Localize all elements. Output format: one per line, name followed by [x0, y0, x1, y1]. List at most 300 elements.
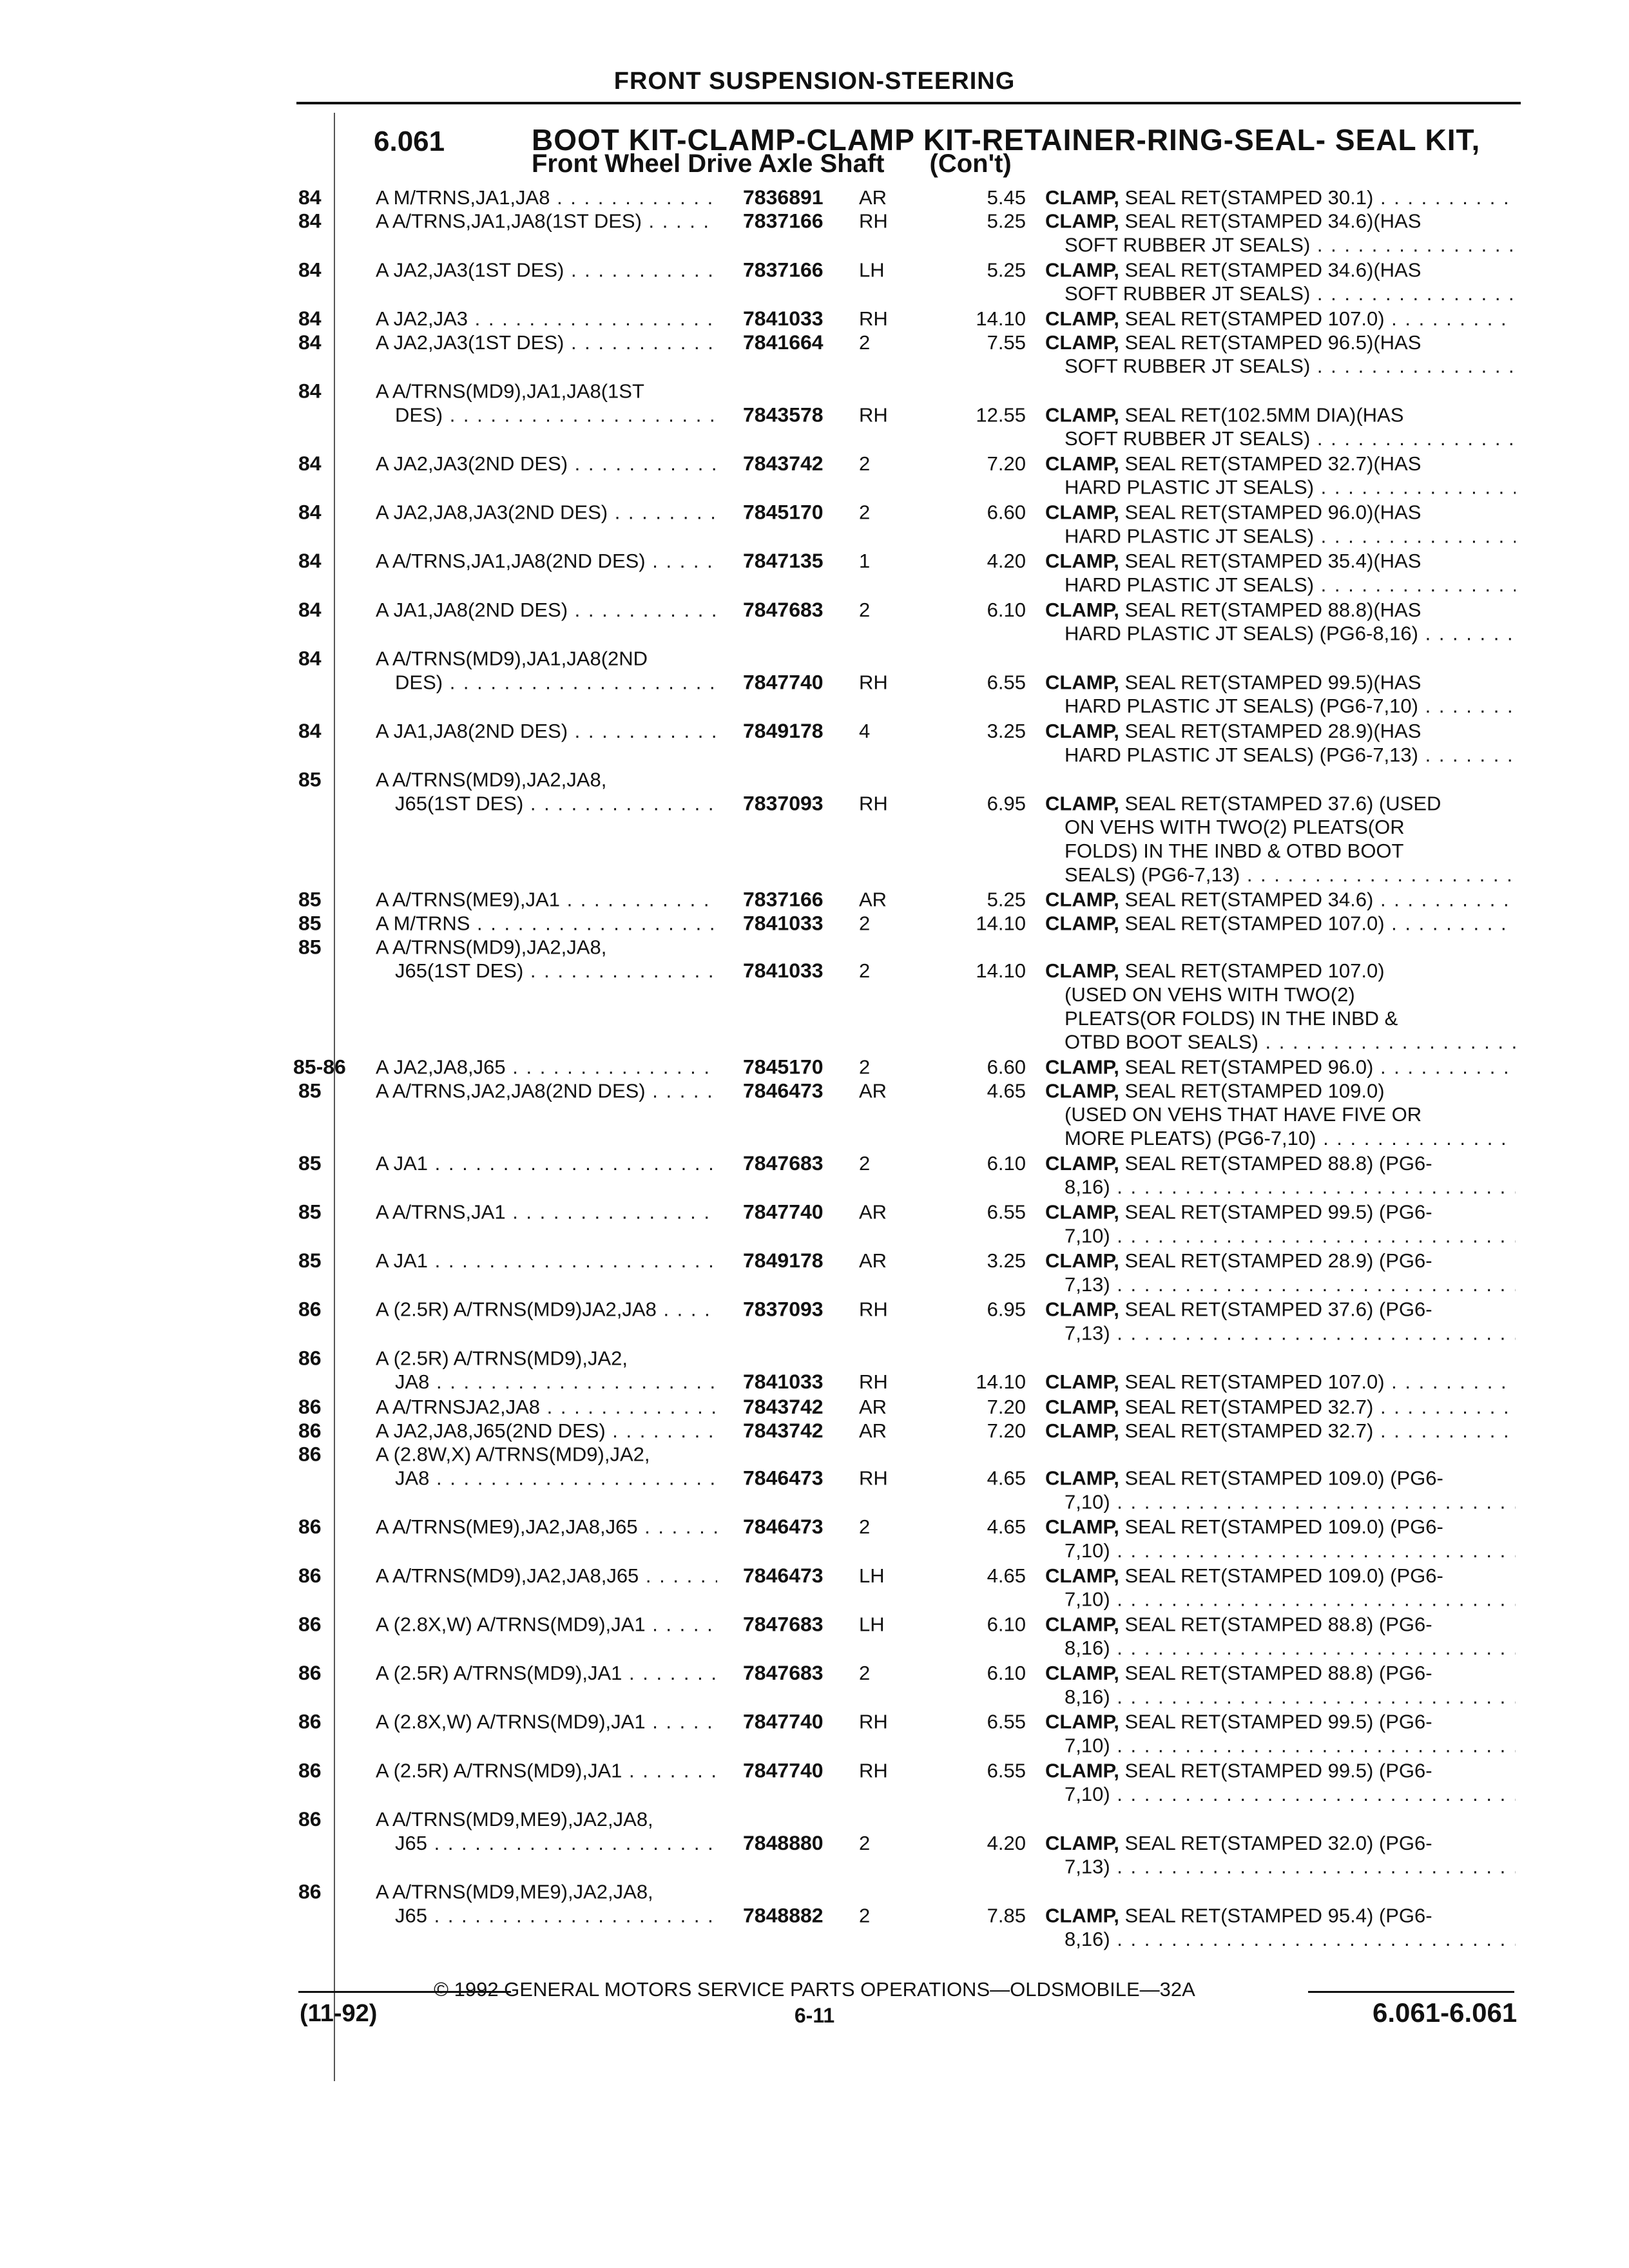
- part-number: 7837093: [743, 791, 824, 815]
- model-year: 86: [298, 1661, 322, 1685]
- usage-description-line: A (2.5R) A/TRNS(MD9),JA1 . . .: [376, 1661, 717, 1685]
- usage-description: [376, 1249, 717, 1273]
- usage-description: [376, 1443, 717, 1490]
- usage-description-line: J65 . . .: [376, 1903, 717, 1927]
- table-row: [0, 597, 1629, 645]
- price: 5.25: [987, 209, 1026, 233]
- part-description-line: HARD PLASTIC JT SEALS) . . .: [1045, 573, 1516, 597]
- model-year: 85: [298, 887, 322, 911]
- quantity: AR: [859, 1200, 887, 1224]
- part-description-line: CLAMP, SEAL RET(STAMPED 107.0) . . .: [1045, 307, 1516, 331]
- usage-description-line: A JA2,JA3(2ND DES) . . .: [376, 452, 717, 476]
- model-year: 84: [298, 452, 322, 475]
- model-year: 84: [298, 500, 322, 524]
- price: 6.10: [987, 598, 1026, 621]
- usage-description: [376, 1613, 717, 1637]
- part-description: [1045, 959, 1516, 1053]
- part-description: [1045, 331, 1516, 378]
- part-description: [1045, 670, 1516, 718]
- part-description-line: CLAMP, SEAL RET(STAMPED 32.7) . . .: [1045, 1419, 1516, 1443]
- part-number: 7843742: [743, 1395, 824, 1418]
- usage-description-line: A JA1,JA8(2ND DES) . . .: [376, 598, 717, 622]
- table-row: [0, 258, 1629, 305]
- part-description-line: CLAMP, SEAL RET(STAMPED 99.5)(HAS: [1045, 671, 1422, 694]
- quantity: LH: [859, 258, 885, 282]
- part-description-line: CLAMP, SEAL RET(STAMPED 28.9) (PG6-: [1045, 1249, 1432, 1273]
- price: 5.45: [987, 186, 1026, 209]
- part-description-line: CLAMP, SEAL RET(STAMPED 99.5) (PG6-: [1045, 1200, 1432, 1224]
- part-number: 7848882: [743, 1903, 824, 1927]
- part-description-line: (USED ON VEHS THAT HAVE FIVE OR: [1065, 1103, 1422, 1126]
- part-description-line: CLAMP, SEAL RET(STAMPED 109.0) (PG6-: [1045, 1466, 1443, 1490]
- quantity: RH: [859, 671, 888, 694]
- part-number: 7846473: [743, 1079, 824, 1102]
- price: 6.60: [987, 1055, 1026, 1079]
- table-row: [0, 1758, 1629, 1806]
- part-number: 7843578: [743, 403, 824, 427]
- usage-description: [376, 1151, 717, 1175]
- table-row: [0, 1079, 1629, 1149]
- part-description-line: HARD PLASTIC JT SEALS) (PG6-8,16) . . .: [1045, 622, 1516, 646]
- part-description: [1045, 307, 1516, 331]
- price: 7.20: [987, 452, 1026, 475]
- usage-description: [376, 1055, 717, 1079]
- table-row: [0, 379, 1629, 450]
- part-description-line: 7,10) . . .: [1045, 1224, 1516, 1247]
- table-row: [0, 767, 1629, 886]
- table-row: [0, 1515, 1629, 1562]
- quantity: LH: [859, 1613, 885, 1636]
- part-number: 7841033: [743, 1370, 824, 1394]
- usage-description-line: A JA2,JA8,J65(2ND DES) . . .: [376, 1419, 717, 1443]
- usage-description: [376, 452, 717, 476]
- part-description: [1045, 1564, 1516, 1611]
- usage-description: [376, 1710, 717, 1734]
- part-description-line: CLAMP, SEAL RET(STAMPED 99.5) (PG6-: [1045, 1759, 1432, 1782]
- usage-description: [376, 1200, 717, 1224]
- usage-description-line: A A/TRNS(ME9),JA1 . . .: [376, 888, 717, 912]
- model-year: 85-86: [293, 1055, 346, 1079]
- quantity: AR: [859, 1079, 887, 1102]
- table-row: [0, 1055, 1629, 1081]
- part-description-line: CLAMP, SEAL RET(STAMPED 107.0) . . .: [1045, 1370, 1516, 1394]
- model-year: 86: [298, 1515, 322, 1539]
- part-description-line: CLAMP, SEAL RET(STAMPED 88.8)(HAS: [1045, 598, 1422, 621]
- part-description-line: CLAMP, SEAL RET(STAMPED 32.7)(HAS: [1045, 452, 1422, 475]
- part-number: 7845170: [743, 500, 824, 524]
- usage-description: [376, 598, 717, 622]
- usage-description: [376, 647, 717, 695]
- part-description-line: 7,10) . . .: [1045, 1782, 1516, 1806]
- part-description: [1045, 1055, 1516, 1079]
- part-description: [1045, 1831, 1516, 1879]
- part-description: [1045, 912, 1516, 936]
- table-row: [0, 1709, 1629, 1757]
- price: 6.95: [987, 1298, 1026, 1321]
- price: 7.55: [987, 331, 1026, 354]
- usage-description-line: A A/TRNS,JA1,JA8(2ND DES) . . .: [376, 549, 717, 573]
- part-description-line: 8,16) . . .: [1045, 1636, 1516, 1660]
- price: 5.25: [987, 258, 1026, 282]
- usage-description-line: A (2.5R) A/TRNS(MD9),JA1 . . .: [376, 1758, 717, 1782]
- part-description: [1045, 1419, 1516, 1443]
- quantity: RH: [859, 1710, 888, 1733]
- usage-description-line: A A/TRNS(MD9,ME9),JA2,JA8,: [376, 1808, 653, 1831]
- usage-description-line: J65(1ST DES) . . .: [376, 959, 717, 983]
- part-description-line: CLAMP, SEAL RET(STAMPED 32.7) . . .: [1045, 1395, 1516, 1419]
- usage-description: [376, 1661, 717, 1685]
- page-header-title: FRONT SUSPENSION-STEERING: [613, 68, 1016, 95]
- model-year: 85: [298, 911, 322, 935]
- price: 6.55: [987, 1759, 1026, 1782]
- table-row: [0, 1151, 1629, 1198]
- part-description-line: HARD PLASTIC JT SEALS) . . .: [1045, 476, 1516, 499]
- part-description-line: CLAMP, SEAL RET(STAMPED 96.5)(HAS: [1045, 331, 1422, 354]
- usage-description: [376, 1298, 717, 1321]
- model-year: 85: [298, 1079, 322, 1102]
- usage-description-line: A JA2,JA8,J65 . . .: [376, 1055, 717, 1079]
- part-description: [1045, 792, 1516, 887]
- table-row: [0, 1612, 1629, 1660]
- quantity: 2: [859, 598, 871, 621]
- usage-description: [376, 501, 717, 524]
- usage-description-line: A JA1 . . .: [376, 1249, 717, 1273]
- usage-description: [376, 186, 717, 209]
- usage-description-line: A A/TRNS,JA2,JA8(2ND DES) . . .: [376, 1079, 717, 1102]
- quantity: 2: [859, 452, 871, 475]
- part-description-line: ON VEHS WITH TWO(2) PLEATS(OR: [1065, 816, 1405, 839]
- price: 4.65: [987, 1466, 1026, 1490]
- part-description: [1045, 1249, 1516, 1296]
- part-description: [1045, 719, 1516, 767]
- footer-section-range: 6.061-6.061: [1373, 1997, 1518, 2028]
- usage-description-line: JA8 . . .: [376, 1370, 717, 1394]
- part-description: [1045, 549, 1516, 597]
- part-number: 7837166: [743, 258, 824, 282]
- section-number: 6.061: [374, 126, 445, 157]
- part-number: 7847740: [743, 1200, 824, 1224]
- quantity: 1: [859, 550, 871, 573]
- usage-description-line: A A/TRNS(MD9),JA2,JA8,: [376, 768, 607, 791]
- model-year: 85: [298, 1200, 322, 1224]
- part-number: 7849178: [743, 1249, 824, 1273]
- table-row: [0, 1346, 1629, 1394]
- usage-description-line: J65(1ST DES) . . .: [376, 792, 717, 816]
- model-year: 86: [298, 1442, 322, 1466]
- usage-description-line: A (2.8W,X) A/TRNS(MD9),JA2,: [376, 1443, 650, 1466]
- part-number: 7847740: [743, 1758, 824, 1782]
- price: 5.25: [987, 888, 1026, 911]
- model-year: 84: [298, 258, 322, 282]
- table-row: [0, 1807, 1629, 1878]
- quantity: RH: [859, 403, 888, 427]
- price: 4.65: [987, 1079, 1026, 1102]
- part-number: 7841033: [743, 911, 824, 935]
- price: 6.10: [987, 1613, 1026, 1636]
- usage-description-line: A JA2,JA8,JA3(2ND DES) . . .: [376, 501, 717, 524]
- price: 6.55: [987, 1710, 1026, 1733]
- part-description-line: 8,16) . . .: [1045, 1175, 1516, 1199]
- part-description-line: CLAMP, SEAL RET(STAMPED 37.6) (USED: [1045, 792, 1441, 815]
- footer-date: (11-92): [300, 2000, 378, 2027]
- usage-description: [376, 1807, 717, 1855]
- quantity: AR: [859, 888, 887, 911]
- part-description: [1045, 1298, 1516, 1345]
- price: 4.65: [987, 1515, 1026, 1539]
- usage-description: [376, 1346, 717, 1394]
- part-description-line: CLAMP, SEAL RET(STAMPED 37.6) (PG6-: [1045, 1298, 1432, 1321]
- price: 4.20: [987, 1831, 1026, 1854]
- part-number: 7837166: [743, 209, 824, 233]
- part-description: [1045, 1466, 1516, 1514]
- usage-description: [376, 549, 717, 573]
- quantity: 2: [859, 1055, 871, 1079]
- quantity: 4: [859, 720, 871, 742]
- header-rule: [296, 102, 1521, 104]
- part-description-line: SOFT RUBBER JT SEALS) . . .: [1045, 282, 1516, 305]
- quantity: AR: [859, 1419, 887, 1442]
- usage-description: [376, 331, 717, 354]
- part-description-line: 7,10) . . .: [1045, 1588, 1516, 1611]
- part-description-line: CLAMP, SEAL RET(STAMPED 96.0) . . .: [1045, 1055, 1516, 1079]
- usage-description: [376, 888, 717, 912]
- part-description-line: SEALS) (PG6-7,13) . . .: [1045, 863, 1516, 887]
- part-description-line: PLEATS(OR FOLDS) IN THE INBD &: [1065, 1006, 1398, 1030]
- usage-description-line: JA8 . . .: [376, 1466, 717, 1490]
- model-year: 86: [298, 1346, 322, 1370]
- part-description: [1045, 1151, 1516, 1199]
- usage-description: [376, 1079, 717, 1102]
- usage-description-line: A (2.8X,W) A/TRNS(MD9),JA1 . . .: [376, 1710, 717, 1734]
- part-description-line: CLAMP, SEAL RET(STAMPED 109.0) (PG6-: [1045, 1515, 1443, 1539]
- part-description: [1045, 258, 1516, 305]
- model-year: 86: [298, 1758, 322, 1782]
- section-title: BOOT KIT-CLAMP-CLAMP KIT-RETAINER-RING-SEAL- SEAL KIT,: [532, 123, 1481, 157]
- part-number: 7837093: [743, 1297, 824, 1321]
- part-description-line: OTBD BOOT SEALS) . . .: [1045, 1030, 1516, 1054]
- usage-description-line: A (2.5R) A/TRNS(MD9)JA2,JA8 . . .: [376, 1298, 717, 1321]
- section-subtitle: [532, 149, 1012, 178]
- table-row: [0, 646, 1629, 718]
- part-description-line: CLAMP, SEAL RET(STAMPED 109.0) (PG6-: [1045, 1564, 1443, 1587]
- part-number: 7841664: [743, 330, 824, 354]
- part-description: [1045, 209, 1516, 257]
- model-year: 86: [298, 1297, 322, 1321]
- part-description-line: 7,13) . . .: [1045, 1321, 1516, 1345]
- table-row: [0, 1419, 1629, 1445]
- quantity: RH: [859, 1370, 888, 1394]
- usage-description-line: A M/TRNS,JA1,JA8 . . .: [376, 186, 717, 209]
- quantity: RH: [859, 792, 888, 815]
- usage-description-line: A JA1,JA8(2ND DES) . . .: [376, 719, 717, 743]
- usage-description: [376, 936, 717, 983]
- part-description: [1045, 1515, 1516, 1562]
- section-subtitle-text: Front Wheel Drive Axle Shaft: [532, 149, 885, 178]
- usage-description: [376, 209, 717, 233]
- model-year: 84: [298, 186, 322, 209]
- usage-description: [376, 1564, 717, 1588]
- part-number: 7847740: [743, 1709, 824, 1733]
- price: 6.55: [987, 1200, 1026, 1224]
- part-description-line: CLAMP, SEAL RET(STAMPED 88.8) (PG6-: [1045, 1613, 1432, 1636]
- model-year: 84: [298, 597, 322, 621]
- usage-description: [376, 912, 717, 936]
- usage-description-line: J65 . . .: [376, 1831, 717, 1855]
- part-description-line: SOFT RUBBER JT SEALS) . . .: [1045, 233, 1516, 257]
- usage-description-line: A JA2,JA3 . . .: [376, 307, 717, 331]
- price: 7.85: [987, 1904, 1026, 1927]
- part-number: 7847683: [743, 1151, 824, 1175]
- part-description-line: CLAMP, SEAL RET(STAMPED 88.8) (PG6-: [1045, 1151, 1432, 1175]
- part-description-line: 7,10) . . .: [1045, 1490, 1516, 1514]
- part-description-line: HARD PLASTIC JT SEALS) . . .: [1045, 524, 1516, 548]
- model-year: 84: [298, 719, 322, 742]
- quantity: 2: [859, 501, 871, 524]
- part-description: [1045, 598, 1516, 646]
- part-description: [1045, 888, 1516, 912]
- part-description-line: MORE PLEATS) (PG6-7,10) . . .: [1045, 1126, 1516, 1150]
- quantity: RH: [859, 1298, 888, 1321]
- part-description-line: HARD PLASTIC JT SEALS) (PG6-7,13) . . .: [1045, 743, 1516, 767]
- table-row: [0, 1442, 1629, 1514]
- quantity: RH: [859, 307, 888, 330]
- part-description: [1045, 1370, 1516, 1394]
- footer-copyright: © 1992 GENERAL MOTORS SERVICE PARTS OPERATIONS—OLDSMOBILE—32A: [434, 1978, 1195, 2001]
- quantity: RH: [859, 1466, 888, 1490]
- part-description-line: CLAMP, SEAL RET(STAMPED 32.0) (PG6-: [1045, 1831, 1432, 1854]
- model-year: 84: [298, 379, 322, 403]
- model-year: 84: [298, 330, 322, 354]
- model-year: 85: [298, 1249, 322, 1273]
- model-year: 84: [298, 646, 322, 670]
- part-description-line: CLAMP, SEAL RET(102.5MM DIA)(HAS: [1045, 403, 1404, 427]
- part-number: 7841033: [743, 959, 824, 983]
- quantity: 2: [859, 1151, 871, 1175]
- price: 6.10: [987, 1151, 1026, 1175]
- usage-description-line: A A/TRNS,JA1 . . .: [376, 1200, 717, 1224]
- model-year: 85: [298, 1151, 322, 1175]
- part-description-line: CLAMP, SEAL RET(STAMPED 34.6)(HAS: [1045, 258, 1422, 282]
- part-description-line: CLAMP, SEAL RET(STAMPED 107.0) . . .: [1045, 912, 1516, 936]
- part-description-line: SOFT RUBBER JT SEALS) . . .: [1045, 354, 1516, 378]
- quantity: 2: [859, 1831, 871, 1854]
- part-description-line: 7,10) . . .: [1045, 1734, 1516, 1758]
- table-row: [0, 1297, 1629, 1345]
- model-year: 84: [298, 209, 322, 233]
- part-description: [1045, 1710, 1516, 1758]
- table-row: [0, 307, 1629, 332]
- model-year: 86: [298, 1807, 322, 1831]
- part-description-line: 7,13) . . .: [1045, 1273, 1516, 1296]
- quantity: 2: [859, 959, 871, 983]
- price: 4.65: [987, 1564, 1026, 1587]
- price: 12.55: [976, 403, 1026, 427]
- table-row: [0, 1249, 1629, 1296]
- price: 6.95: [987, 792, 1026, 815]
- price: 7.20: [987, 1419, 1026, 1442]
- price: 7.20: [987, 1396, 1026, 1418]
- usage-description-line: A M/TRNS . . .: [376, 912, 717, 936]
- usage-description: [376, 1419, 717, 1443]
- part-description: [1045, 1903, 1516, 1951]
- usage-description: [376, 719, 717, 743]
- part-description-line: 7,13) . . .: [1045, 1855, 1516, 1879]
- usage-description: [376, 1758, 717, 1782]
- model-year: 86: [298, 1879, 322, 1903]
- part-number: 7847135: [743, 549, 824, 573]
- quantity: 2: [859, 1662, 871, 1685]
- part-number: 7846473: [743, 1466, 824, 1490]
- quantity: LH: [859, 1564, 885, 1587]
- part-description: [1045, 186, 1516, 209]
- part-description: [1045, 452, 1516, 499]
- part-description: [1045, 1758, 1516, 1806]
- model-year: 86: [298, 1612, 322, 1636]
- part-description: [1045, 1613, 1516, 1660]
- quantity: 2: [859, 912, 871, 935]
- part-description-line: CLAMP, SEAL RET(STAMPED 95.4) (PG6-: [1045, 1904, 1432, 1927]
- table-row: [0, 1395, 1629, 1421]
- part-description-line: HARD PLASTIC JT SEALS) (PG6-7,10) . . .: [1045, 694, 1516, 718]
- table-row: [0, 888, 1629, 914]
- part-description-line: 8,16) . . .: [1045, 1685, 1516, 1709]
- part-number: 7837166: [743, 887, 824, 911]
- part-number: 7841033: [743, 307, 824, 330]
- part-number: 7846473: [743, 1515, 824, 1539]
- usage-description-line: A A/TRNS(ME9),JA2,JA8,J65 . . .: [376, 1515, 717, 1539]
- usage-description-line: A A/TRNS(MD9,ME9),JA2,JA8,: [376, 1880, 653, 1903]
- part-description-line: CLAMP, SEAL RET(STAMPED 99.5) (PG6-: [1045, 1710, 1432, 1733]
- usage-description: [376, 768, 717, 816]
- part-description-line: 8,16) . . .: [1045, 1927, 1516, 1951]
- usage-description: [376, 380, 717, 427]
- quantity: AR: [859, 186, 887, 209]
- usage-description: [376, 1395, 717, 1419]
- usage-description-line: A (2.5R) A/TRNS(MD9),JA2,: [376, 1347, 628, 1370]
- price: 3.25: [987, 720, 1026, 742]
- model-year: 86: [298, 1563, 322, 1587]
- quantity: 2: [859, 1515, 871, 1539]
- part-number: 7849178: [743, 719, 824, 742]
- model-year: 84: [298, 307, 322, 330]
- quantity: AR: [859, 1249, 887, 1273]
- table-row: [0, 549, 1629, 596]
- footer-page-number: 6-11: [794, 2004, 835, 2027]
- table-row: [0, 1563, 1629, 1611]
- model-year: 85: [298, 767, 322, 791]
- usage-description-line: DES) . . .: [376, 670, 717, 694]
- usage-description-line: A JA1 . . .: [376, 1151, 717, 1175]
- usage-description-line: DES) . . .: [376, 403, 717, 427]
- part-description-line: CLAMP, SEAL RET(STAMPED 34.6) . . .: [1045, 888, 1516, 912]
- usage-description-line: A A/TRNSJA2,JA8 . . .: [376, 1395, 717, 1419]
- quantity: 2: [859, 1904, 871, 1927]
- usage-description-line: A A/TRNS(MD9),JA2,JA8,: [376, 936, 607, 959]
- table-row: [0, 452, 1629, 499]
- usage-description-line: A (2.8X,W) A/TRNS(MD9),JA1 . . .: [376, 1613, 717, 1637]
- part-description-line: CLAMP, SEAL RET(STAMPED 30.1) . . .: [1045, 186, 1516, 209]
- model-year: 84: [298, 549, 322, 573]
- part-number: 7843742: [743, 452, 824, 475]
- part-description-line: CLAMP, SEAL RET(STAMPED 109.0): [1045, 1079, 1385, 1102]
- usage-description: [376, 1515, 717, 1539]
- part-description: [1045, 1200, 1516, 1248]
- table-row: [0, 935, 1629, 1053]
- quantity: RH: [859, 209, 888, 233]
- price: 6.55: [987, 671, 1026, 694]
- usage-description: [376, 1880, 717, 1928]
- part-number: 7845170: [743, 1055, 824, 1079]
